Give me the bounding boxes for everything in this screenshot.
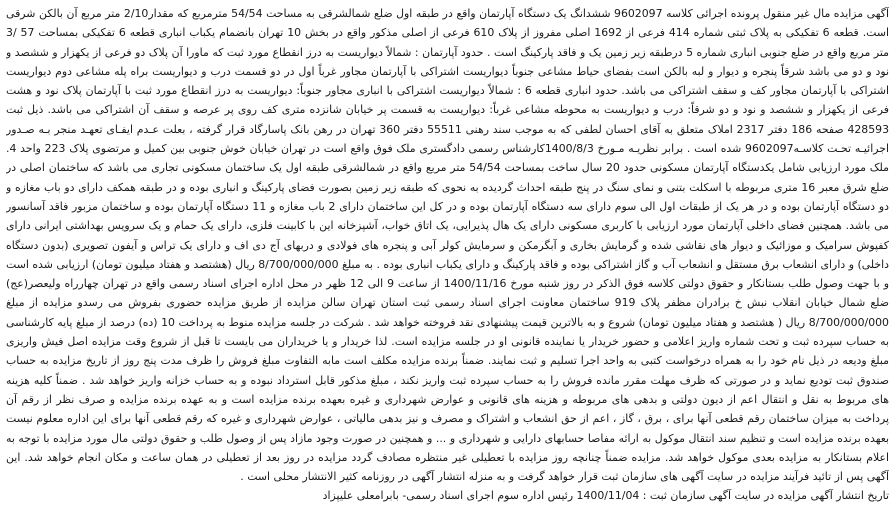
notice-footer: تاریخ انتشار آگهی مزایده در سایت آگهی سازمان ثبت : 1400/11/04 رئیس اداره سوم اجرای اسناد رسمی- بابرامعلی علیپزاد: [322, 489, 889, 503]
auction-notice: [6, 4, 889, 527]
notice-body: آگهی مزایده مال غیر منقول پرونده اجرائی کلاسه 9602097 ششدانگ یک دستگاه آپارتمان واقع در طبقه اول ضلع شمالشرقی به مساحت 54/54 مترمربع که مقدار2/10 متر مربع آن بالکن شرقی است. قطعه 6 تفکیکی به پلاک ثبتی شماره 414 فرعی از 1692 اصلی مفروز از پلاک 610 فرعی از اصلی مذکور واقع در بخش 10 تهران بانضمام یکباب انباری قطعه 6 تفکیکی بمساحت 57 /3 متر مربع واقع در ضلع جنوبی انباری شماره 5 درطبقه زیر زمین یک و فاقد پارکینگ است . حدود آپارتمان : شمالاً دیواریست به درز انقطاع مورد ثبت که ماورا آن پلاک دو فرعی از یکهزار و ششصد و نود و دو می باشد شرقاً پنجره و دیوار و لبه بالکن است بفضای حیاط مشاعی جنوباً دیواریست اشتراکی با آپارتمان مجاور غرباً اول در دو قسمت درب و دیواریست براه پله مشاعی دوم دیواریست اشتراکی با آپارتمان مجاور کف و سقف اشتراکی می باشد. حدود انباری قطعه 6 : شمالاً دیواریست اشتراکی با انباری مجاور جنوباً: دیواریست به درز انقطاع مورد ثبت با آپارتمان پلاک نود و هشت فرعی از یکهزار و ششصد و نود و دو شرقاً: درب و دیواریست به محوطه مشاعی غرباً: دیواریست به قسمت پر خیابان شانزده متری کف روی پر عرصه و سقف آن اشتراکی می باشد. ذیل ثبت 428593 صفحه 186 دفتر 2317 املاک متعلق به آقای احسان لطفی که به موجب سند رهنی 55511 دفتر 360 تهران در رهن بانک پاسارگاد قرار گرفته ، بعلت عـدم ایفـای تعهـد منجر بـه صـدور اجرائیـه تحـت کلاسـه9602097 شده است . برابر نظریـه مـورخ 1400/8/3کارشناس رسمی دادگستری ملک فوق واقع است در تهران خیابان خوش جنوبی بین کمیل و مرتضوی پلاک 223 واحد 4. ملک مورد ارزیابی شامل یکدستگاه آپارتمان مسکونی حدود 20 سال ساخت بمساحت 54/54 متر مربع واقع در شمالشرقی طبقه اول یک ساختمان مسکونی تجاری می باشد که ساختمان اصلی در ضلع شرق معبر 16 متری مربوطه با اسکلت بتنی و نمای سنگ در پنج طبقه احداث گردیده به نحوی که طبقه زیر زمین بصورت فضای پارکینگ و انباری بوده و در طبقه همکف دارای دو باب مغازه و دو دستگاه آپارتمان بوده و در هر یک از طبقات اول الی سوم دارای سه دستگاه آپارتمان بوده و در کل این ساختمان دارای 2 باب مغازه و 11 دستگاه آپارتمان بوده و ساختمان مزبور فاقد آسانسور می باشد. همچنین فضای داخلی آپارتمان مورد ارزیابی با کاربری مسکونی دارای یک هال پذیرایی، یک اتاق خواب، آشپزخانه این با کابینت فلزی، دارای یک حمام و یک سرویس بهداشتی ایرانی دارای کفپوش سرامیک و موزائیک و دیوار های نقاشی شده و گرمایش بخاری و آبگرمکن و سرمایش کولر آبی و پنجره های فولادی و دربهای آج دی اف و دارای یک تراس و آیفون تصویری (بدون دستگاه داخلی) و دارای انشعاب برق مستقل و انشعاب آب و گاز اشتراکی بوده و فاقد پارکینگ و دارای یکباب انباری بوده . به مبلغ 8/700/000/000 ریال (هشتصد و هفتاد میلیون تومان) ارزیابی شده است و با جهت وصول طلب بستانکار و حقوق دولتی کلاسه فوق الذکر در روز شنبه مورخ 1400/11/16 از ساعت 9 الی 12 ظهر در محل اداره اجرای اسناد رسمی واقع در تهران چهارراه ولیعصر(عج) ضلع شمال خیابان انقلاب نبش خ برادران مظفر پلاک 919 ساختمان معاونت اجرای اسناد رسمی ثبت استان تهران سالن مزایده از طریق مزایده حضوری بفروش می رسدو مزایده از مبلغ 8/700/000/000 ریال ( هشتصد و هفتاد میلیون تومان) شروع و به بالاترین قیمت پیشنهادی نقد فروخته خواهد شد . شرکت در جلسه مزایده منوط به پرداخت 10 (ده) درصد از مبلغ پایه کارشناسی به حساب سپرده ثبت و تحت شماره واریز اعلامی و حضور خریدار یا نماینده قانونی او در جلسه مزایده است. لذا خریدار و یا خریداران می بایست تا قبل از شروع وقت مزایده اصل فیش واریزی مبلغ ودیعه در ذیل نام خود را به همراه درخواست کتبی به واحد اجرا تسلیم و ثبت نمایند. ضمناً برنده مزایده مکلف است مابه التفاوت مبلغ فروش را ظرف مدت پنج روز از تاریخ مزایده به حساب صندوق ثبت تودیع نماید و در صورتی که ظرف مهلت مقرر مانده فروش را به حساب سپرده ثبت واریز نکند ، مبلغ مذکور قابل استرداد نبوده و به حساب خزانه واریز خواهد شد . ضمناً کلیه هزینه های مربوط به نقل و انتقال اعم از دیون دولتی و بدهی های مربوطه و هزینه های قانونی و عوارض شهرداری و غیره بعهده برنده مزایده است و به عهده برنده مزایده و صرف نظر از رقم آن پرداخت به میزان ساختمان رقم قطعی آنها برای ، برق ، گاز ، اعم از حق انشعاب و اشتراک و مصرف و نیز بدهی مالیاتی ، عوارض شهرداری و غیره که رقم قطعی آنها برای این اداره معلوم نیست بعهده برنده مزایده است و تنظیم سند انتقال موکول به ارائه مفاصا حسابهای دارایی و شهرداری و ... و همچنین در صورت وجود مازاد پس از وصول طلب و حقوق دولتی مال مورد مزایده با توجه به اعلام بستانکار به مزایده بعدی موکول خواهد شد. مزایده ضمناً چنانچه روز مزایده با تعطیلی غیر منتظره مصادف گردد مزایده در روز بعد از تعطیلی در همان ساعت و مکان انجام خواهد شد. این آگهی پس از تائید فرآیند مزایده در سایت آگهی های سازمان ثبت قرار خواهد گرفت و به منزله انتشار آگهی در روزنامه کثیر الانتشار محلی است .: [6, 7, 889, 484]
